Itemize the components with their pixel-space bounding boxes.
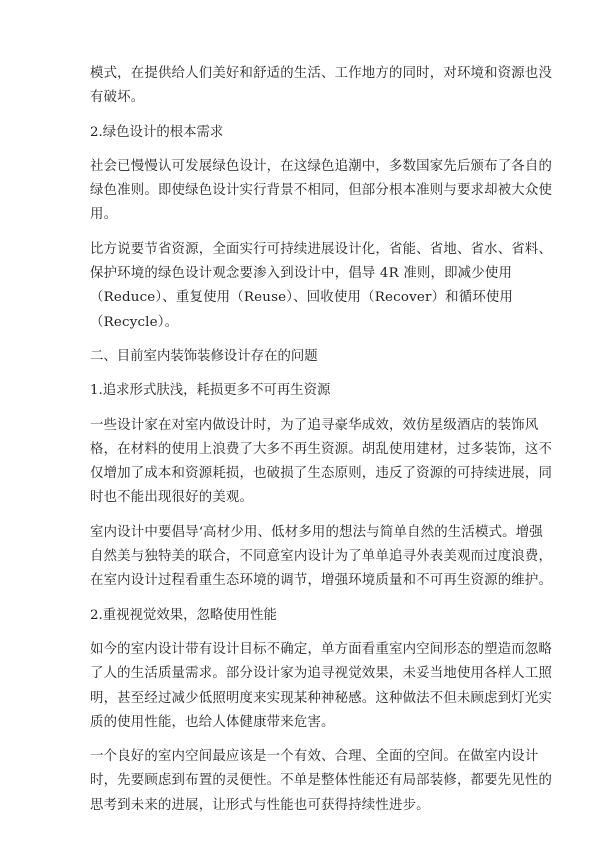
text-line: 一个良好的室内空间最应该是一个有效、合理、全面的空间。在做室内设计 — [90, 749, 539, 765]
text-line: 社会已慢慢认可发展绿色设计，在这绿色追潮中，多数国家先后颁布了各自的 — [90, 158, 553, 174]
text-line: 思考到未来的进展，让形式与性能也可获得持续性进步。 — [90, 797, 430, 813]
paragraph — [90, 638, 553, 735]
section-heading: 2.绿色设计的根本需求 — [90, 124, 224, 140]
text-line: 用。 — [90, 207, 118, 223]
text-line: 绿色准则。即使绿色设计实行背景不相同，但部分根本准则与要求却被大众使 — [90, 183, 553, 199]
paragraph — [90, 414, 553, 511]
text-line: 一些设计家在对室内做设计时，为了追寻豪华成效，效仿星级酒店的装饰风 — [90, 417, 539, 433]
text-line: 室内设计中要倡导‘高材少用、低材多用的想法与简单自然的生活模式。增强 — [90, 524, 543, 540]
text-line: 了人的生活质量需求。部分设计家为追寻视觉效果，未妥当地使用各样人工照 — [90, 666, 553, 682]
text-line: 模式，在提供给人们美好和舒适的生活、工作地方的同时，对环境和资源也没 — [90, 66, 553, 81]
text-line: 保护环境的绿色设计观念要渗入到设计中，倡导 4R 准则，即减少使用 — [90, 266, 513, 282]
text-line: 格，在材料的使用上浪费了大多不再生资源。胡乱使用建材，过多装饰，这不 — [90, 441, 553, 457]
subsection-heading: 1.追求形式肤浅，耗损更多不可再生资源 — [90, 383, 331, 399]
text-line: 时，先要顾虑到布置的灵便性。不单是整体性能还有局部装修，都要先见性的 — [90, 773, 553, 789]
text-line: 如今的室内设计带有设计目标不确定，单方面看重室内空间形态的塑造而忽略 — [90, 641, 553, 657]
text-line: 时也不能出现很好的美观。 — [90, 490, 254, 506]
text-line: （Recycle）。 — [90, 314, 179, 330]
subsection-heading: 2.重视视觉效果，忽略使用性能 — [90, 607, 277, 623]
text-line: 明，甚至经过减少低照明度来实现某种神秘感。这种做法不但未顾虑到灯光实 — [90, 690, 553, 706]
text-line: 有破坏。 — [90, 90, 145, 106]
text-line: 自然美与独特美的联合，不同意室内设计为了单单追寻外表美观而过度浪费， — [90, 549, 553, 565]
text-line: 比方说要节省资源，全面实行可持续进展设计化，省能、省地、省水、省料、 — [90, 241, 553, 257]
section-heading: 二、目前室内装饰装修设计存在的问题 — [90, 348, 318, 364]
text-line: （Reduce）、重复使用（Reuse）、回收使用（Recover）和循环使用 — [90, 290, 514, 306]
text-line: 仅增加了成本和资源耗损，也破损了生态原则，违反了资源的可持续进展，同 — [90, 466, 553, 482]
document-page — [90, 62, 553, 828]
paragraph — [90, 155, 553, 228]
paragraph — [90, 745, 553, 818]
paragraph — [90, 238, 553, 335]
text-line: 质的使用性能，也给人体健康带来危害。 — [90, 714, 335, 730]
paragraph — [90, 521, 553, 594]
text-line: 在室内设计过程看重生态环境的调节，增强环境质量和不可再生资源的维护。 — [90, 573, 553, 589]
paragraph — [90, 62, 553, 111]
